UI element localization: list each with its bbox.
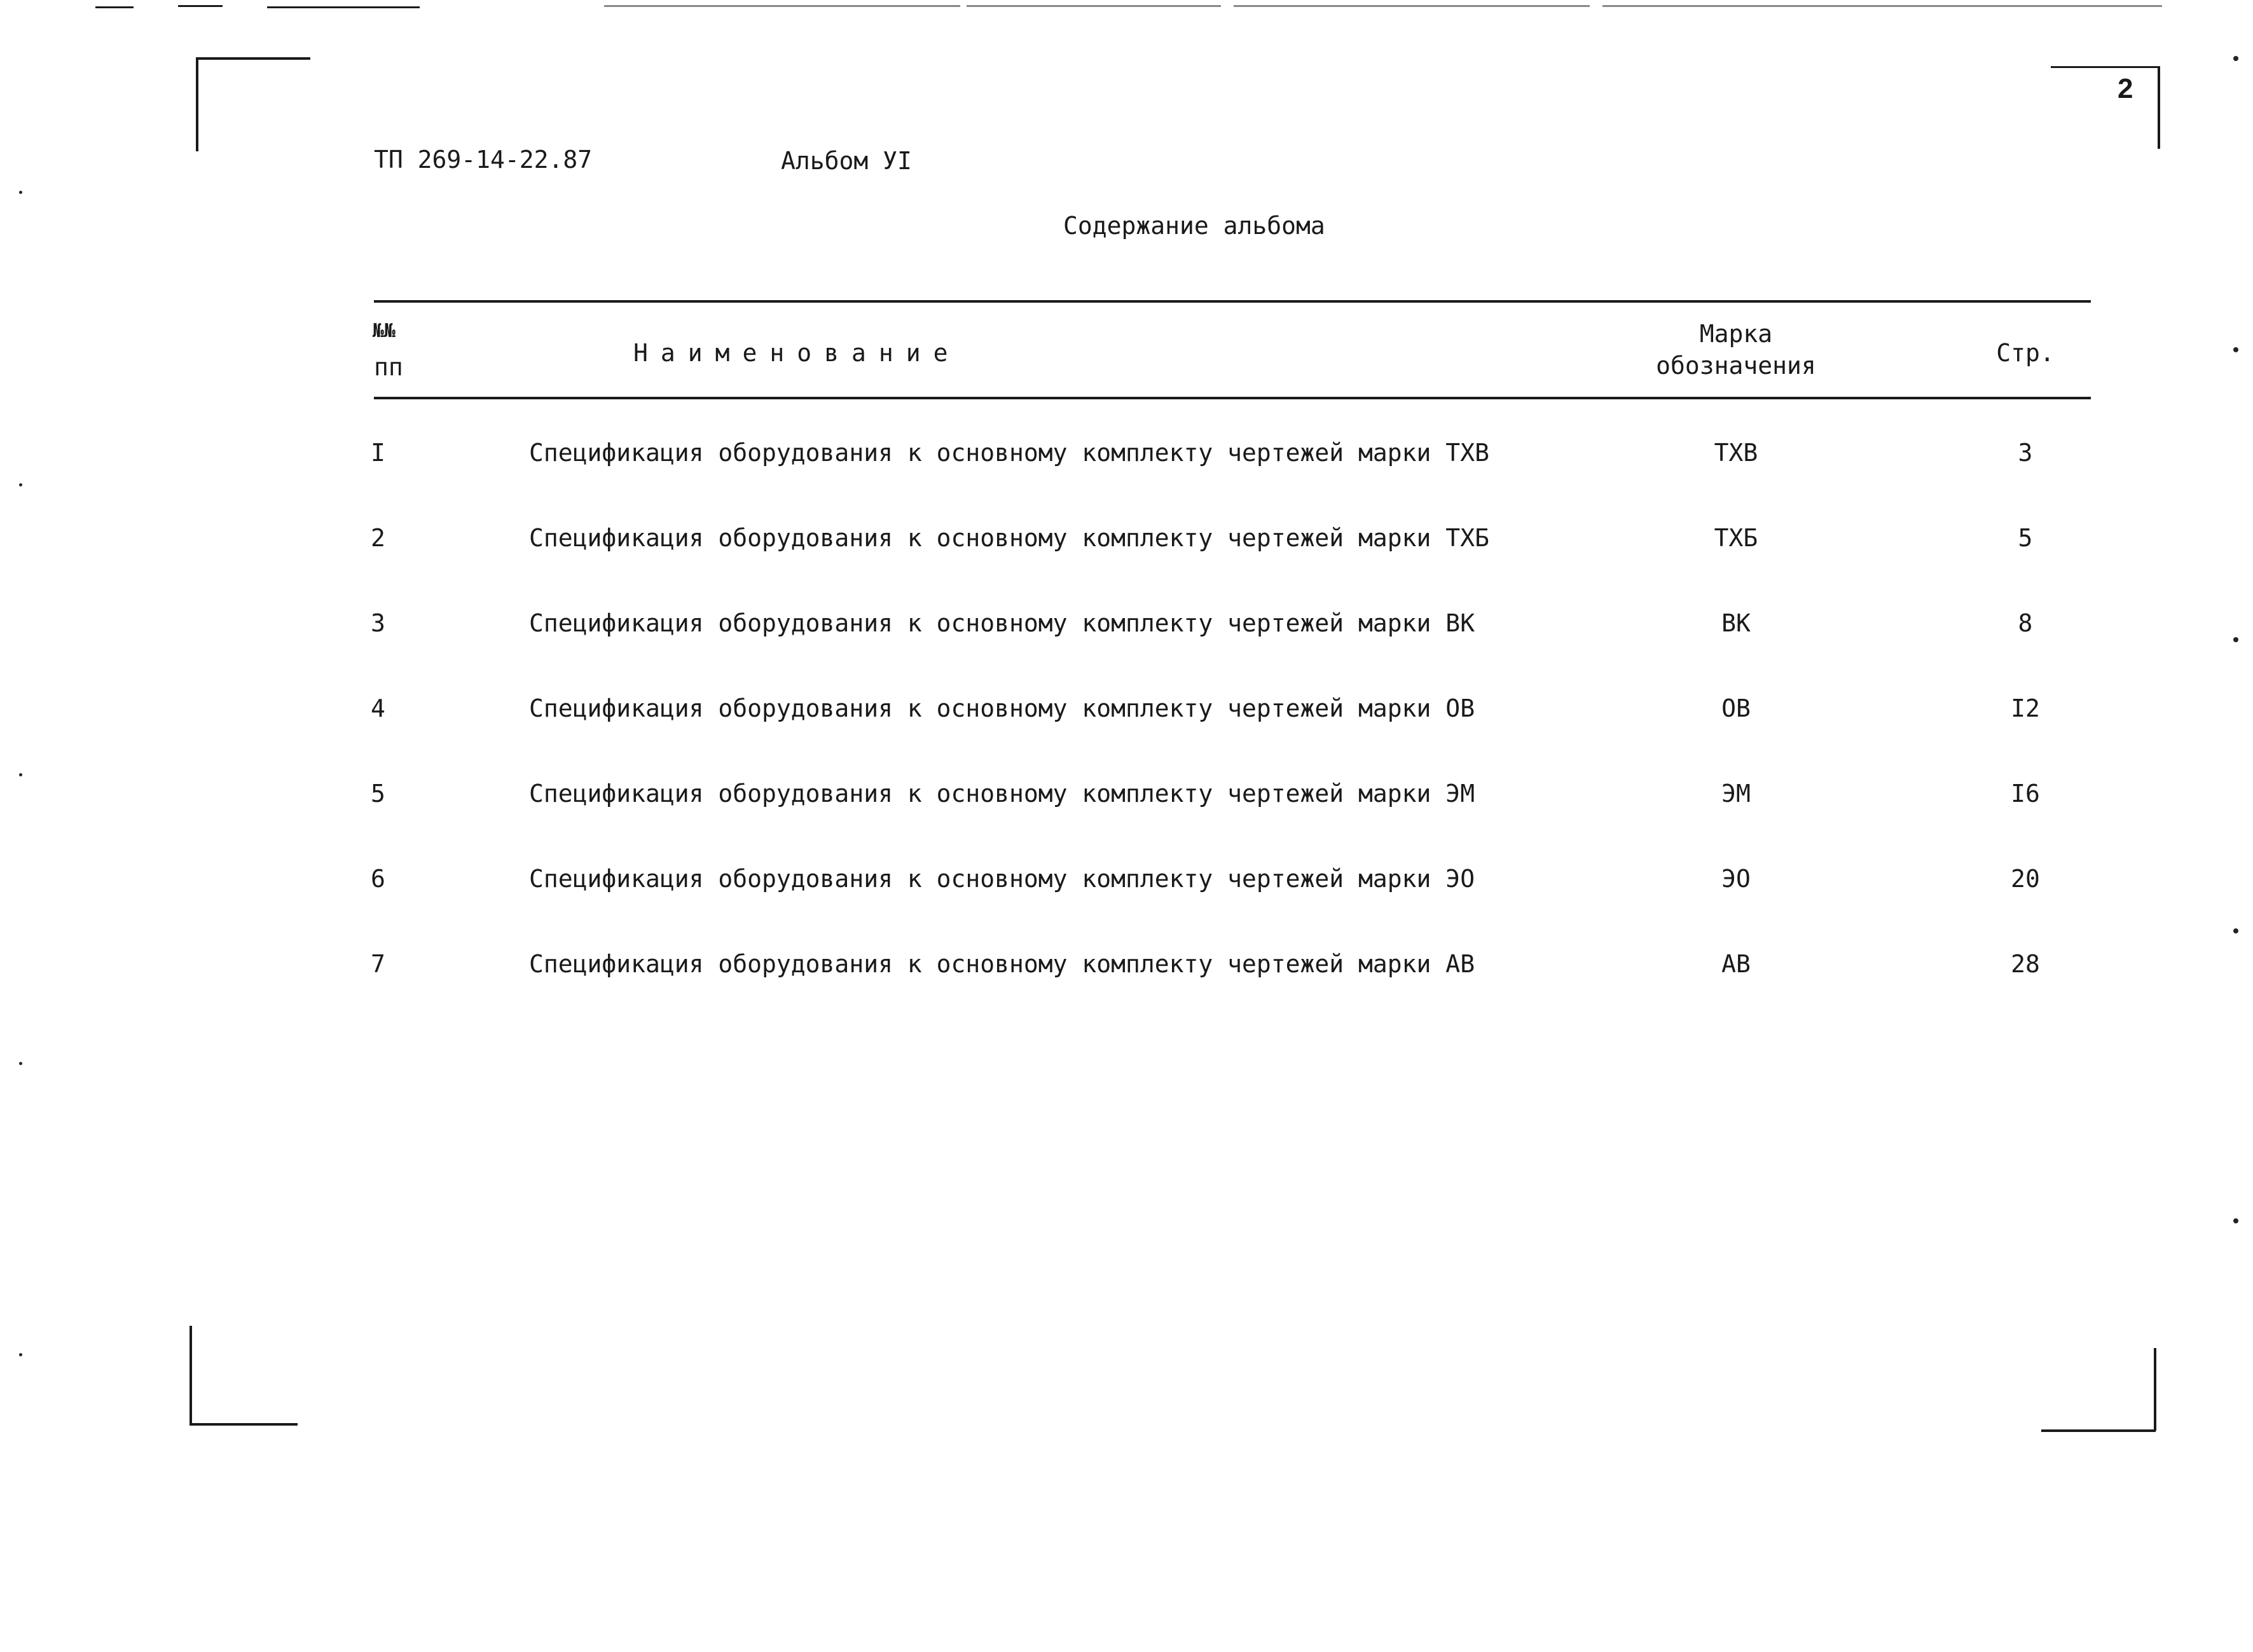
table-row [0, 865, 2253, 903]
row-name: Спецификация оборудования к основному комплекту чертежей марки ЭМ [529, 780, 1475, 808]
row-name: Спецификация оборудования к основному комплекту чертежей марки ЭО [529, 865, 1475, 893]
row-page: I2 [2011, 694, 2040, 722]
table-row [0, 524, 2253, 562]
column-header-num: №№ [373, 320, 396, 342]
row-page: 28 [2011, 950, 2040, 978]
row-number: 6 [371, 865, 385, 893]
row-mark: ЭО [1721, 865, 1751, 893]
top-scan-edge [1602, 5, 2162, 7]
row-mark: ОВ [1721, 694, 1751, 722]
document-code: ТП 269-14-22.87 [374, 146, 593, 174]
row-name: Спецификация оборудования к основному комплекту чертежей марки ОВ [529, 694, 1475, 722]
row-name: Спецификация оборудования к основному комплекту чертежей марки ТХВ [529, 439, 1489, 467]
row-number: 3 [371, 609, 385, 637]
row-mark: АВ [1721, 950, 1751, 978]
row-page: 8 [2018, 609, 2033, 637]
page-number: 2 [2118, 73, 2133, 104]
top-scan-edge [604, 5, 960, 7]
table-row [0, 694, 2253, 733]
top-scan-edge [267, 6, 420, 8]
column-header-num-sub: пп [374, 353, 403, 381]
row-page: 5 [2018, 524, 2033, 552]
row-name: Спецификация оборудования к основному комплекту чертежей марки ТХБ [529, 524, 1489, 552]
table-header-rule [374, 397, 2091, 399]
row-mark: ВК [1721, 609, 1751, 637]
album-label: Альбом УI [781, 147, 912, 175]
column-header-page: Стр. [1996, 339, 2055, 367]
row-mark: ЭМ [1721, 780, 1751, 808]
row-number: 2 [371, 524, 385, 552]
table-row [0, 439, 2253, 477]
top-scan-edge [95, 6, 134, 8]
row-number: 5 [371, 780, 385, 808]
top-scan-edge [967, 5, 1221, 7]
top-scan-edge [1234, 5, 1590, 7]
row-name: Спецификация оборудования к основному комплекту чертежей марки АВ [529, 950, 1475, 978]
column-header-mark-sub: обозначения [1656, 352, 1816, 380]
table-row [0, 780, 2253, 818]
row-number: 7 [371, 950, 385, 978]
column-header-mark: Марка [1699, 320, 1773, 348]
top-scan-edge [178, 5, 223, 7]
row-page: 20 [2011, 865, 2040, 893]
row-page: I6 [2011, 780, 2040, 808]
row-mark: ТХВ [1714, 439, 1758, 467]
column-header-name: Наименование [633, 339, 961, 367]
table-top-rule [374, 300, 2091, 303]
table-row [0, 950, 2253, 988]
row-number: 4 [371, 694, 385, 722]
row-mark: ТХБ [1714, 524, 1758, 552]
page-title: Содержание альбома [1063, 212, 1325, 240]
table-row [0, 609, 2253, 647]
row-number: I [371, 439, 385, 467]
row-page: 3 [2018, 439, 2033, 467]
row-name: Спецификация оборудования к основному комплекту чертежей марки ВК [529, 609, 1475, 637]
